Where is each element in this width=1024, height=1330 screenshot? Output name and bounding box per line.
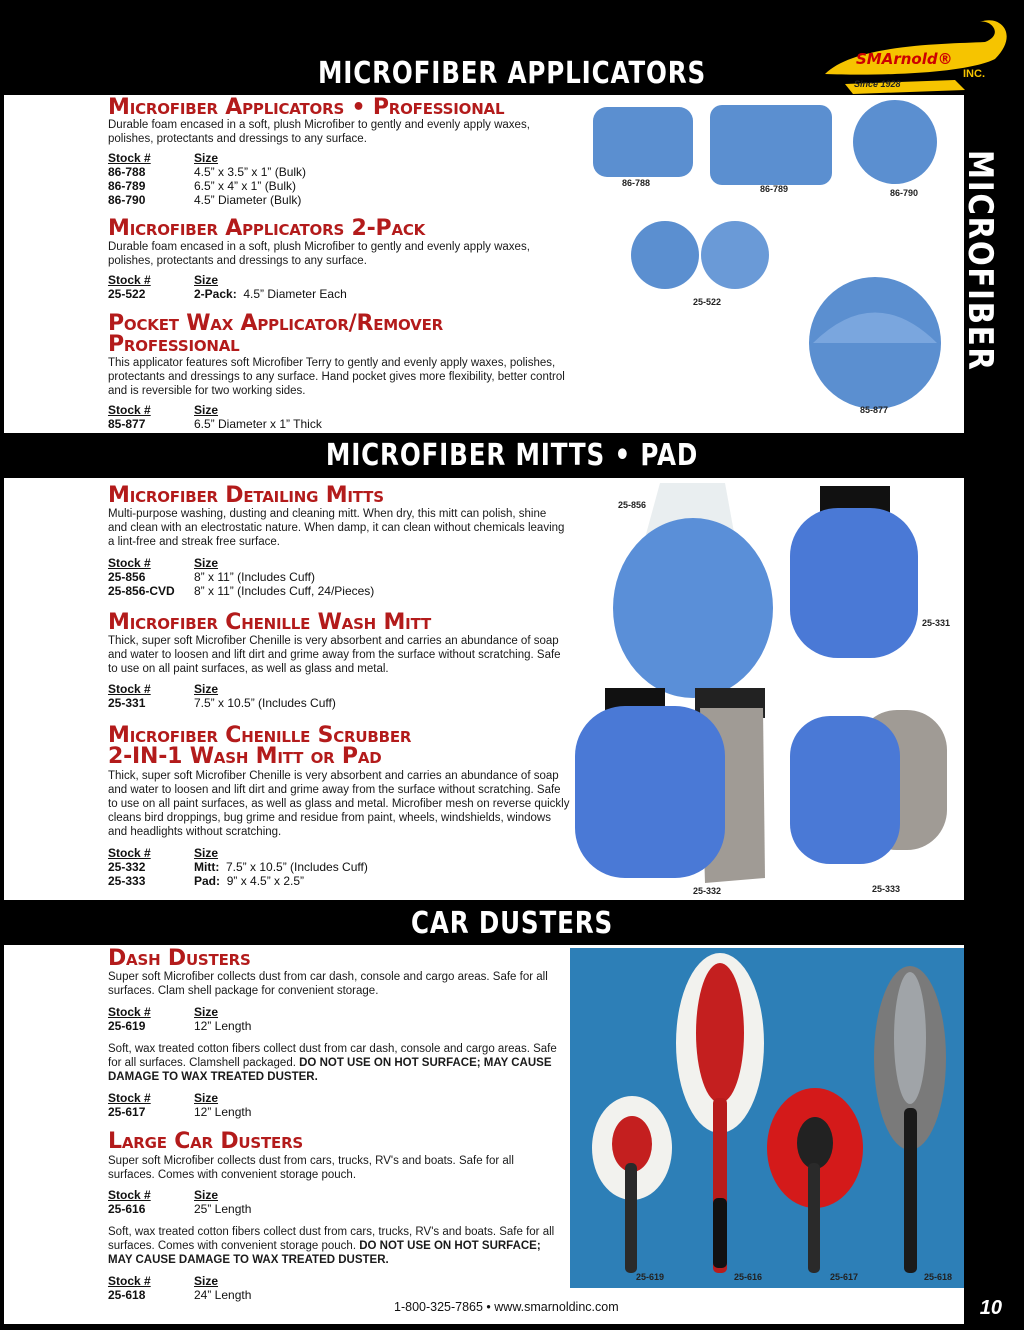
product-title: Microfiber Detailing Mitts (108, 483, 384, 508)
spec-table: Stock # Size 25-619 12” Length (108, 1005, 252, 1033)
product-title: 2-IN-1 Wash Mitt or Pad (108, 744, 382, 769)
section-title-mitts: MICROFIBER MITTS • PAD (325, 438, 699, 473)
photo-label: 25-619 (636, 1272, 665, 1282)
section-title-dusters: CAR DUSTERS (411, 906, 613, 941)
applicators-photo (585, 97, 955, 432)
spec-table: Stock # Size 25-522 2-Pack: 4.5” Diameter Each (108, 273, 347, 301)
photo-label: 25-617 (830, 1272, 859, 1282)
section-title-applicators: MICROFIBER APPLICATORS (317, 56, 707, 91)
left-border (0, 0, 4, 1330)
photo-label: 86-788 (622, 178, 651, 188)
table-row: 86-788 4.5” x 3.5” x 1” (Bulk) (108, 165, 307, 179)
logo-since: Since 1928 (854, 79, 901, 89)
product-description: Super soft Microfiber collects dust from cars, trucks, RV's and boats. Safe for all surfaces. Comes with convenient storage pouch. (108, 1155, 514, 1181)
photo-label: 25-522 (693, 297, 722, 307)
table-row: 25-332 Mitt: 7.5” x 10.5” (Includes Cuff) (108, 860, 368, 874)
spec-table: Stock # Size 25-856 8” x 11” (Includes Cuff) 25-856-CVD 8” x 11” (Includes Cuff, 24/Pieces) (108, 556, 375, 598)
product-title: Dash Dusters (108, 946, 251, 971)
spec-table: Stock # Size 85-877 6.5” Diameter x 1” Thick (108, 403, 322, 431)
table-row: 25-856 8” x 11” (Includes Cuff) (108, 570, 315, 584)
product-description: Soft, wax treated cotton fibers collect dust from cars, trucks, RV's and boats. Safe for all surfaces. Comes with convenient storage pouch. DO NOT USE ON HOT SURFACE; MAY CAUSE DAMAGE TO WAX TREATED DUSTER. (108, 1226, 555, 1266)
table-row: 25-333 Pad: 9” x 4.5” x 2.5” (108, 874, 305, 888)
product-description: Thick, super soft Microfiber Chenille is very absorbent and carries an abundance of soap and water to loosen and lift dirt and grime away from the surface without scratching. Safe to use on all paint surfaces, as well as glass and metal. (108, 635, 561, 675)
table-row: 25-616 25” Length (108, 1202, 252, 1216)
product-title: Microfiber Applicators 2-Pack (108, 216, 426, 241)
footer-contact: 1-800-325-7865 • www.smarnoldinc.com (394, 1300, 619, 1314)
product-title: Microfiber Chenille Scrubber (108, 723, 412, 748)
product-title: Pocket Wax Applicator/Remover (108, 311, 443, 336)
photo-label: 86-789 (760, 184, 789, 194)
table-row: 86-789 6.5” x 4” x 1” (Bulk) (108, 179, 297, 193)
photo-label: 25-333 (872, 884, 901, 894)
photo-label: 25-331 (922, 618, 951, 628)
product-description: Thick, super soft Microfiber Chenille is very absorbent and carries an abundance of soap and water to loosen and lift dirt and grime away from the surface without scratching. Safe to use on all paint surfaces, as well as glass and metal. Microfiber mesh on reverse quickly cleans bird droppings, bug grime and residue from paint, wheels, windshields, windows and headlights without scratching. (108, 770, 570, 838)
photo-label: 25-332 (693, 886, 722, 896)
product-title: Microfiber Chenille Wash Mitt (108, 610, 431, 635)
table-row: 85-877 6.5” Diameter x 1” Thick (108, 417, 322, 431)
product-title: Professional (108, 332, 240, 357)
spec-table: Stock # Size 25-618 24” Length (108, 1274, 252, 1302)
photo-label: 85-877 (860, 405, 889, 415)
mitts-photo (575, 478, 963, 898)
photo-label: 25-616 (734, 1272, 763, 1282)
photo-label: 86-790 (890, 188, 919, 198)
stock-header: Stock # (108, 151, 151, 165)
product-description: Soft, wax treated cotton fibers collect dust from car dash, console and cargo areas. Safe for all surfaces. Clamshell packaged. DO NOT USE ON HOT SURFACE; MAY CAUSE DAMAGE TO WAX TREATED DUSTER. (108, 1043, 557, 1083)
product-title: Microfiber Applicators • Professional (108, 95, 505, 120)
table-row: 25-619 12” Length (108, 1019, 252, 1033)
spec-table: Stock # Size 25-331 7.5” x 10.5” (Includes Cuff) (108, 682, 336, 710)
side-category-label: MICROFIBER (960, 150, 1000, 372)
dusters-photo (570, 948, 964, 1288)
photo-label: 25-618 (924, 1272, 953, 1282)
bottom-border (0, 1324, 1024, 1330)
product-description: Super soft Microfiber collects dust from car dash, console and cargo areas. Safe for all surfaces. Clam shell package for convenient storage. (108, 971, 548, 997)
spec-table: Stock # Size 25-616 25” Length (108, 1188, 252, 1216)
spec-table: Stock # Size 25-332 Mitt: 7.5” x 10.5” (Includes Cuff) 25-333 Pad: 9” x 4.5” x 2.5” (108, 846, 368, 888)
size-header: Size (194, 151, 219, 165)
table-row: 25-856-CVD 8” x 11” (Includes Cuff, 24/Pieces) (108, 584, 375, 598)
table-row: 86-790 4.5” Diameter (Bulk) (108, 193, 302, 207)
photo-label: 25-856 (618, 500, 647, 510)
product-description: This applicator features soft Microfiber Terry to gently and evenly apply waxes, polishes, protectants and dressings to any surface. Hand pocket gives more flexibility, better control and is reversible for two working sides. (108, 357, 565, 397)
table-row: 25-331 7.5” x 10.5” (Includes Cuff) (108, 696, 336, 710)
product-description: Durable foam encased in a soft, plush Microfiber to gently and evenly apply waxes, polishes, protectants and dressings to any surface. (108, 241, 530, 267)
logo-inc: INC. (963, 68, 985, 80)
table-row: 25-617 12” Length (108, 1105, 252, 1119)
table-row: 25-618 24” Length (108, 1288, 252, 1302)
table-row: 25-522 2-Pack: 4.5” Diameter Each (108, 287, 347, 301)
product-title: Large Car Dusters (108, 1129, 304, 1154)
product-description: Multi-purpose washing, dusting and cleaning mitt. When dry, this mitt can polish, shine and clean with an electrostatic nature. When damp, it can clean without chemicals leaving a lint-free and streak free surface. (108, 508, 565, 548)
spec-table: Stock # Size 25-617 12” Length (108, 1091, 252, 1119)
product-description: Durable foam encased in a soft, plush Microfiber to gently and evenly apply waxes, polishes, protectants and dressings to any surface. (108, 119, 530, 145)
page-number: 10 (979, 1297, 1002, 1319)
spec-table (108, 151, 306, 207)
logo-name: SMArnold® (856, 50, 953, 68)
